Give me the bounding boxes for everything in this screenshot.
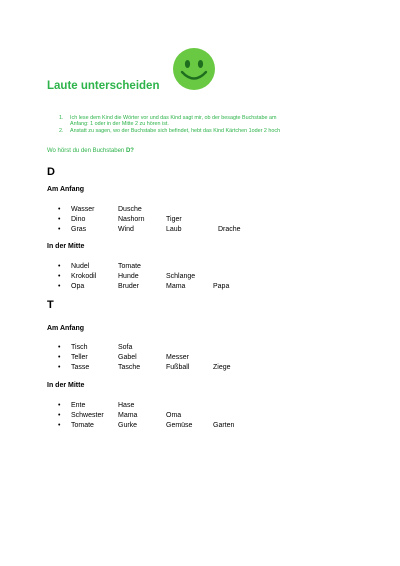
word: Tisch (71, 344, 88, 351)
word: Gabel (118, 354, 137, 361)
bullet-icon: • (58, 402, 61, 409)
word: Oma (166, 412, 182, 419)
word: Wind (118, 226, 134, 233)
instruction-text-line: Anstatt zu sagen, wo der Buchstabe sich befindet, hebt das Kind Kärtchen 1oder 2 hoch (70, 127, 281, 134)
word: Dino (71, 216, 86, 223)
question-text (47, 148, 134, 154)
word: Tasse (71, 364, 90, 371)
word: Hase (118, 402, 135, 409)
smiley-face-icon (172, 47, 216, 91)
word: Garten (213, 422, 235, 429)
instruction-number: 2. (59, 127, 64, 134)
subheading-am-anfang: Am Anfang (47, 186, 85, 193)
question-prompt: Wo hörst du den Buchstaben (47, 148, 126, 154)
word: Wasser (71, 206, 95, 213)
page-title: Laute unterscheiden (47, 80, 160, 92)
word: Drache (218, 226, 241, 233)
bullet-icon: • (58, 273, 61, 280)
instruction-text-line: Ich lese dem Kind die Wörter vor und das Kind sagt mir, ob der besagte Buchstabe am (70, 115, 277, 121)
subheading-in-der-mitte: In der Mitte (47, 382, 85, 389)
section-letter-d: D (47, 166, 55, 178)
word: Tomate (71, 422, 94, 429)
word: Papa (213, 283, 230, 290)
word: Gras (71, 226, 87, 233)
question-letter: D? (125, 148, 134, 154)
word: Gurke (118, 422, 138, 429)
word: Schwester (71, 412, 104, 419)
bullet-icon: • (58, 263, 61, 270)
instructions-list (47, 115, 280, 134)
word: Tiger (166, 216, 182, 223)
word: Mama (166, 283, 186, 290)
bullet-icon: • (58, 354, 61, 361)
word: Hunde (118, 273, 139, 280)
word: Teller (71, 354, 88, 361)
subheading-am-anfang: Am Anfang (47, 325, 85, 332)
word: Krokodil (71, 273, 97, 280)
word: Schlange (166, 273, 196, 280)
word: Tasche (118, 364, 141, 371)
instruction-text-line: Anfang: 1 oder in der Mitte 2 zu hören ist. (70, 121, 169, 128)
subheading-in-der-mitte: In der Mitte (47, 243, 85, 250)
section-letter-t: T (47, 299, 54, 311)
word: Tomate (118, 263, 141, 270)
word: Nashorn (118, 216, 145, 223)
bullet-icon: • (58, 216, 61, 223)
bullet-icon: • (58, 364, 61, 371)
word: Laub (166, 226, 182, 233)
word: Ente (71, 402, 86, 409)
word: Messer (166, 354, 189, 361)
word: Dusche (118, 206, 142, 213)
word: Opa (71, 283, 85, 290)
bullet-icon: • (58, 283, 61, 290)
word: Ziege (213, 364, 231, 371)
instruction-item (47, 128, 280, 134)
bullet-icon: • (58, 422, 61, 429)
word: Nudel (71, 263, 90, 270)
word: Sofa (118, 344, 133, 351)
word: Fußball (166, 364, 190, 371)
bullet-icon: • (58, 206, 61, 213)
bullet-icon: • (58, 412, 61, 419)
word: Mama (118, 412, 138, 419)
word: Gemüse (166, 422, 193, 429)
bullet-icon: • (58, 344, 61, 351)
instruction-number: 1. (59, 115, 64, 121)
word: Bruder (118, 283, 140, 290)
bullet-icon: • (58, 226, 61, 233)
instruction-item (47, 115, 280, 128)
